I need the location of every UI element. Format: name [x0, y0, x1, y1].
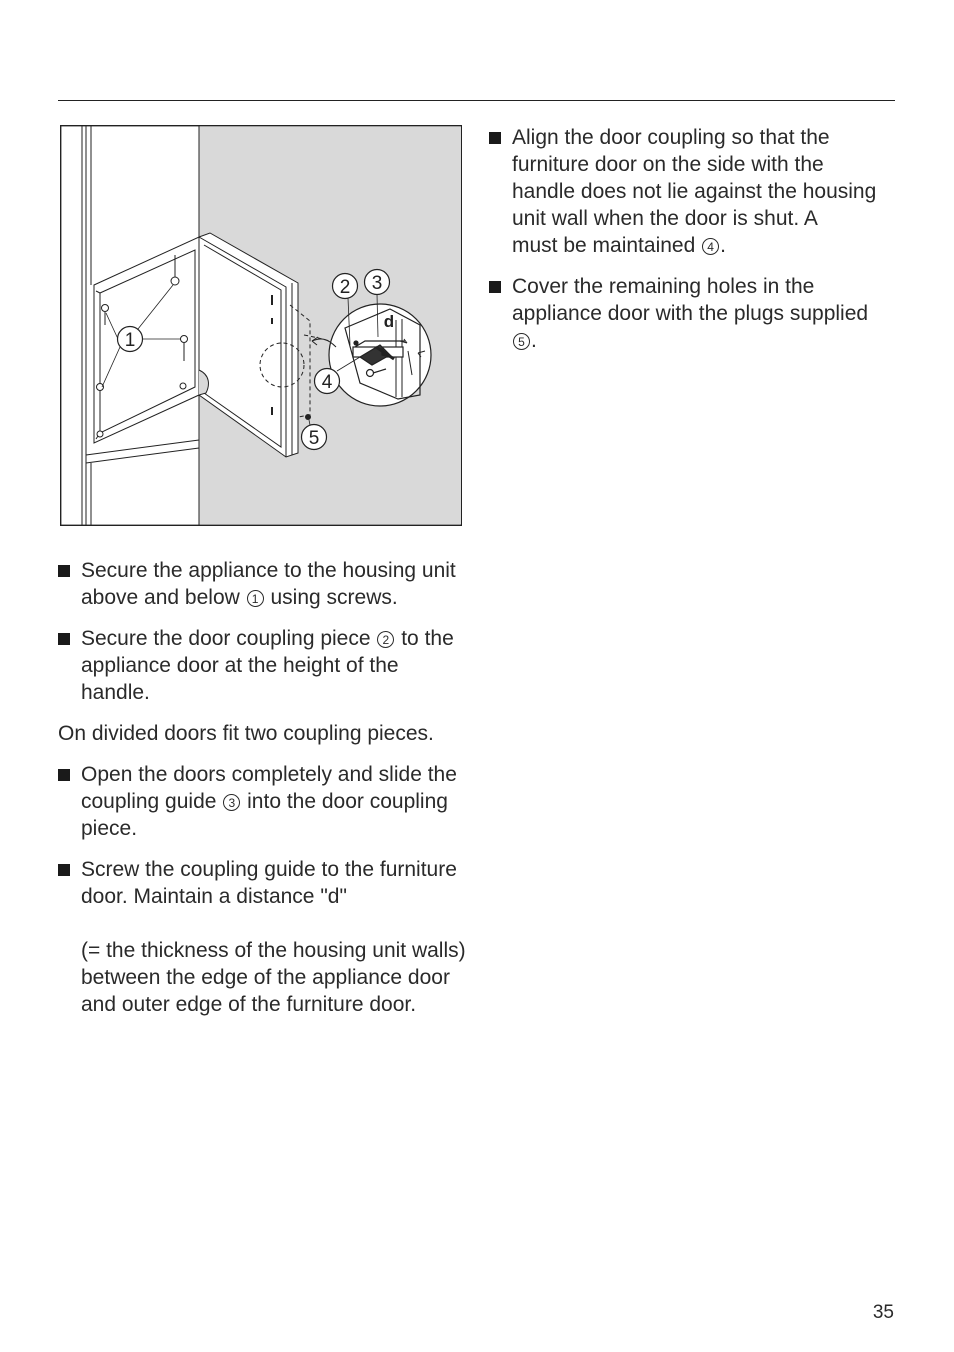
list-item [58, 761, 468, 842]
item-text: Secure the appliance to the housing unit above and below [81, 559, 456, 609]
bullet-square-icon [58, 565, 70, 577]
ref-circle-3: 3 [223, 794, 240, 811]
item-text: . [720, 234, 726, 257]
callout-2-label: 2 [339, 277, 351, 298]
list-item [58, 625, 468, 706]
note-paragraph: On divided doors fit two coupling pieces. [58, 722, 434, 745]
left-column [58, 557, 468, 1032]
item-text: into the door coupling piece. [81, 790, 448, 840]
item-text: using screws. [270, 586, 398, 609]
list-item [58, 856, 468, 1018]
item-text: to the appliance door at the height of the handle. [81, 627, 454, 704]
bullet-square-icon [58, 633, 70, 645]
item-text: Open the doors completely and slide the coupling guide [81, 763, 457, 813]
ref-circle-1: 1 [247, 590, 264, 607]
dimension-d-label: d [383, 312, 395, 331]
bullet-square-icon [489, 281, 501, 293]
list-item [58, 557, 468, 611]
ref-circle-2: 2 [377, 631, 394, 648]
list-item [489, 124, 889, 259]
item-text: Screw the coupling guide to the furniture door. Maintain a distance "d" [81, 858, 457, 908]
item-text: . [531, 329, 537, 352]
callout-3-label: 3 [371, 273, 383, 294]
callout-1-label: 1 [124, 330, 136, 351]
callout-4-label: 4 [321, 372, 333, 393]
item-text: Cover the remaining holes in the appliance door with the plugs supplied [512, 275, 869, 325]
page-number: 35 [872, 1302, 894, 1323]
list-item [489, 273, 889, 354]
header-rule [58, 100, 895, 101]
bullet-square-icon [58, 864, 70, 876]
bullet-square-icon [58, 769, 70, 781]
ref-circle-4: 4 [702, 238, 719, 255]
item-text: Align the door coupling so that the furniture door on the side with the handle does not lie against the housing unit wall when the door is shut. A [512, 126, 877, 230]
right-column [489, 124, 889, 368]
item-text: must be maintained [512, 234, 696, 257]
ref-circle-5: 5 [513, 333, 530, 350]
installation-figure [60, 125, 462, 526]
item-text: Secure the door coupling piece [81, 627, 371, 650]
bullet-square-icon [489, 132, 501, 144]
item-text-continued: (= the thickness of the housing unit walls) between the edge of the appliance door and outer edge of the furniture door. [81, 939, 466, 1016]
callout-5-label: 5 [308, 428, 320, 449]
